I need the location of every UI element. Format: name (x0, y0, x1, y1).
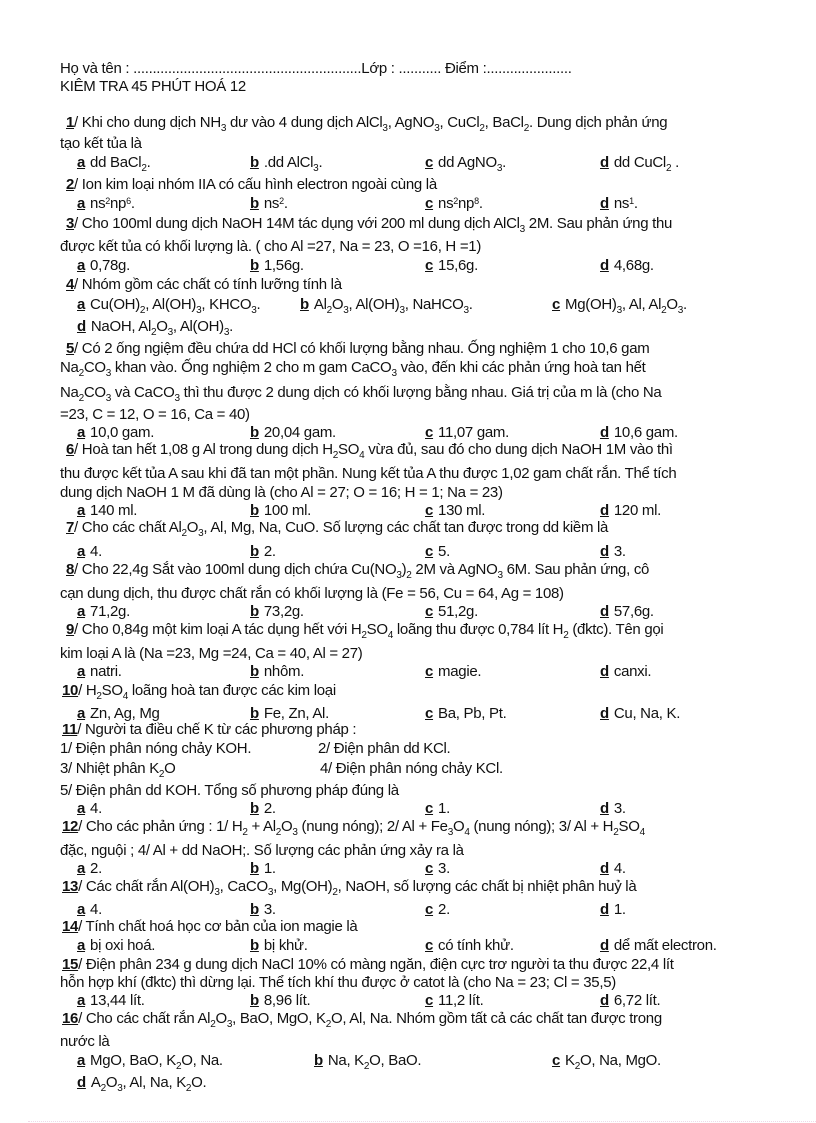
q13-option-b[interactable]: b 3. (250, 901, 276, 918)
question-2: 2/ Ion kim loại nhóm IIA có cấu hình electron ngoài cùng là (66, 176, 437, 193)
q1-option-b[interactable]: b .dd AlCl$_3$. (250, 154, 323, 174)
question-11: 11/ Người ta điều chế K từ các phương pháp : (62, 721, 357, 738)
q5-option-a[interactable]: a 10,0 gam. (77, 424, 155, 441)
q5-option-b[interactable]: b 20,04 gam. (250, 424, 336, 441)
q3-option-d[interactable]: d 4,68g. (600, 257, 654, 274)
question-15-cont: hỗn hợp khí (đktc) thì dừng lại. Thể tích khí thu được ở catot là (cho Na = 23; Cl = 35,5) (60, 974, 616, 991)
question-5: 5/ Có 2 ống ngiệm đều chứa dd HCl có khối lượng bằng nhau. Ống nghiệm 1 cho 10,6 gam (66, 340, 650, 357)
q10-option-b[interactable]: b Fe, Zn, Al. (250, 705, 329, 722)
question-5-cont-2: $Na_2CO_3$ và CaCO$_3$ thì thu được 2 dung dịch có khối lượng bằng nhau. Giá trị của m là (cho Na (60, 384, 662, 404)
q3-option-a[interactable]: a 0,78g. (77, 257, 130, 274)
question-1-cont: tạo kết tủa là (60, 135, 142, 152)
q10-option-c[interactable]: c Ba, Pb, Pt. (425, 705, 507, 722)
question-16-cont: nước là (60, 1033, 110, 1050)
question-5-cont-3: =23, C = 12, O = 16, Ca = 40) (60, 406, 250, 423)
question-13: 13/ Các chất rắn $Al(OH)_3$, CaCO$_3$, $Mg(OH)_2$, NaOH, số lượng các chất bị nhiệt phân huỷ là (62, 878, 637, 898)
q15-option-a[interactable]: a 13,44 lít. (77, 992, 145, 1009)
score-field-label: Điểm :...................... (444, 60, 572, 77)
q5-option-c[interactable]: c 11,07 gam. (425, 424, 509, 441)
page-bottom-divider (28, 1121, 816, 1122)
question-3-cont: được kết tủa có khối lượng là. ( cho Al =27, Na = 23, O =16, H =1) (60, 238, 482, 255)
q8-option-b[interactable]: b 73,2g. (250, 603, 304, 620)
question-12: 12/ Cho các phản ứng : 1/ $H_2 + Al_2O_3$ (nung nóng); 2/ $Al + Fe_3O_4$ (nung nóng); 3/ $Al + H_2SO_4$ (62, 818, 645, 838)
question-7: 7/ Cho các chất $Al_2O_3$, Al, Mg, Na, CuO. Số lượng các chất tan được trong dd kiềm là (66, 519, 609, 539)
q12-option-a[interactable]: a 2. (77, 860, 102, 877)
q15-option-d[interactable]: d 6,72 lít. (600, 992, 661, 1009)
q9-option-a[interactable]: a natri. (77, 663, 122, 680)
q10-option-d[interactable]: d Cu, Na, K. (600, 705, 681, 722)
q6-option-b[interactable]: b 100 ml. (250, 502, 311, 519)
q14-option-d[interactable]: d dể mất electron. (600, 937, 717, 954)
q7-option-b[interactable]: b 2. (250, 543, 276, 560)
q12-option-d[interactable]: d 4. (600, 860, 626, 877)
student-info-line (60, 60, 572, 78)
q16-option-c[interactable]: c $K_2O$, Na, MgO. (552, 1052, 661, 1072)
q14-option-b[interactable]: b bị khử. (250, 937, 308, 954)
q8-option-c[interactable]: c 51,2g. (425, 603, 478, 620)
q6-option-c[interactable]: c 130 ml. (425, 502, 486, 519)
q11-option-c[interactable]: c 1. (425, 800, 450, 817)
q6-option-a[interactable]: a 140 ml. (77, 502, 138, 519)
q7-option-a[interactable]: a 4. (77, 543, 102, 560)
q7-option-d[interactable]: d 3. (600, 543, 626, 560)
q9-option-c[interactable]: c magie. (425, 663, 482, 680)
q3-option-c[interactable]: c 15,6g. (425, 257, 478, 274)
method-5: 5/ Điện phân dd KOH. Tổng số phương pháp đúng là (60, 782, 399, 799)
q13-option-c[interactable]: c 2. (425, 901, 450, 918)
q5-option-d[interactable]: d 10,6 gam. (600, 424, 678, 441)
q16-option-d[interactable]: d $A_2O_3$, Al, Na, $K_2O$. (77, 1074, 207, 1094)
method-4: 4/ Điện phân nóng chảy KCl. (320, 760, 503, 777)
question-12-cont: đặc, nguội ; 4/ Al + dd NaOH;. Số lượng các phản ứng xảy ra là (60, 842, 464, 859)
method-3: 3/ Nhiệt phân $K_2O$ (60, 760, 176, 780)
q1-option-d[interactable]: d dd CuCl$_2$ . (600, 154, 679, 174)
question-16: 16/ Cho các chất rắn $Al_2O_3$, BaO, MgO, $K_2O$, Al, Na. Nhóm gồm tất cả các chất tan được trong (62, 1010, 662, 1030)
q1-option-a[interactable]: a dd BaCl$_2$. (77, 154, 151, 174)
q3-option-b[interactable]: b 1,56g. (250, 257, 304, 274)
q14-option-a[interactable]: a bị oxi hoá. (77, 937, 156, 954)
q8-option-a[interactable]: a 71,2g. (77, 603, 130, 620)
q2-option-a[interactable]: a $ns^2np^6$. (77, 195, 135, 212)
q2-option-d[interactable]: d $ns^1$. (600, 195, 638, 212)
page-title: KIÊM TRA 45 PHÚT HOÁ 12 (60, 78, 246, 95)
q4-option-b[interactable]: b $Al_2O_3$, $Al(OH)_3$, NaHCO$_3$. (300, 296, 473, 316)
question-9-cont: kim loại A là (Na =23, Mg =24, Ca = 40, Al = 27) (60, 645, 363, 662)
q6-option-d[interactable]: d 120 ml. (600, 502, 661, 519)
q7-option-c[interactable]: c 5. (425, 543, 450, 560)
q16-option-a[interactable]: a MgO, BaO, $K_2O$, Na. (77, 1052, 223, 1072)
q2-option-c[interactable]: c $ns^2np^8$. (425, 195, 483, 212)
q4-option-a[interactable]: a $Cu(OH)_2$, $Al(OH)_3$, $KHCO_3$. (77, 296, 261, 316)
question-3: 3/ Cho 100ml dung dịch NaOH 14M tác dụng với 200 ml dung dịch AlCl$_3$ 2M. Sau phản ứng thu (66, 215, 673, 235)
question-4: 4/ Nhóm gồm các chất có tính lưỡng tính là (66, 276, 342, 293)
question-10: 10/ $H_2SO_4$ loãng hoà tan được các kim loại (62, 682, 336, 702)
q9-option-b[interactable]: b nhôm. (250, 663, 305, 680)
question-1: 1/ Khi cho dung dịch $NH_3$ dư vào 4 dung dịch AlCl$_3$, AgNO$_3$, CuCl$_2$, BaCl$_2$. Dung dịch phản ứng (66, 114, 668, 134)
q14-option-c[interactable]: c có tính khử. (425, 937, 514, 954)
method-2: 2/ Điện phân dd KCl. (318, 740, 451, 757)
q4-option-d[interactable]: d NaOH, $Al_2O_3$, $Al(OH)_3$. (77, 318, 233, 338)
q13-option-a[interactable]: a 4. (77, 901, 102, 918)
q15-option-c[interactable]: c 11,2 lít. (425, 992, 484, 1009)
method-1: 1/ Điện phân nóng chảy KOH. (60, 740, 252, 757)
q1-option-c[interactable]: c dd AgNO$_3$. (425, 154, 506, 174)
question-8: 8/ Cho 22,4g Sắt vào 100ml dung dịch chứa $Cu(NO_3)_2$ 2M và AgNO$_3$ 6M. Sau phản ứng, cô (66, 561, 650, 581)
q8-option-d[interactable]: d 57,6g. (600, 603, 654, 620)
question-14: 14/ Tính chất hoá học cơ bản của ion magie là (62, 918, 358, 935)
q13-option-d[interactable]: d 1. (600, 901, 626, 918)
name-field-label: Họ và tên : ........................................................... (60, 60, 362, 77)
q16-option-b[interactable]: b Na, $K_2O$, BaO. (314, 1052, 422, 1072)
class-field-label: Lớp : ........... (361, 60, 442, 77)
question-6-cont-2: dung dịch NaOH 1 M đã dùng là (cho Al = 27; O = 16; H = 1; Na = 23) (60, 484, 503, 501)
question-8-cont: cạn dung dịch, thu được chất rắn có khối lượng là (Fe = 56, Cu = 64, Ag = 108) (60, 585, 564, 602)
q11-option-d[interactable]: d 3. (600, 800, 626, 817)
q12-option-b[interactable]: b 1. (250, 860, 276, 877)
question-9: 9/ Cho 0,84g một kim loại A tác dụng hết với $H_2SO_4$ loãng thu được 0,784 lít $H_2$ (đktc). Tên gọi (66, 621, 664, 641)
question-6-cont-1: thu được kết tủa A sau khi đã tan một phần. Nung kết tủa A thu được 1,02 gam chất rắn. Thể tích (60, 465, 677, 482)
question-6: 6/ Hoà tan hết 1,08 g Al trong dung dịch $H_2SO_4$ vừa đủ, sau đó cho dung dịch NaOH 1M vào thì (66, 441, 673, 461)
q10-option-a[interactable]: a Zn, Ag, Mg (77, 705, 160, 722)
q4-option-c[interactable]: c $Mg(OH)_3$, Al, $Al_2O_3$. (552, 296, 687, 316)
q2-option-b[interactable]: b $ns^2$. (250, 195, 288, 212)
q11-option-b[interactable]: b 2. (250, 800, 276, 817)
q9-option-d[interactable]: d canxi. (600, 663, 652, 680)
question-15: 15/ Điện phân 234 g dung dịch NaCl 10% có màng ngăn, điện cực trơ người ta thu được 22,4 lít (62, 956, 674, 973)
q15-option-b[interactable]: b 8,96 lít. (250, 992, 311, 1009)
question-5-cont-1: $Na_2CO_3$ khan vào. Ống nghiệm 2 cho m gam CaCO$_3$ vào, đến khi các phản ứng hoà tan hết (60, 359, 646, 379)
q11-option-a[interactable]: a 4. (77, 800, 102, 817)
q12-option-c[interactable]: c 3. (425, 860, 450, 877)
